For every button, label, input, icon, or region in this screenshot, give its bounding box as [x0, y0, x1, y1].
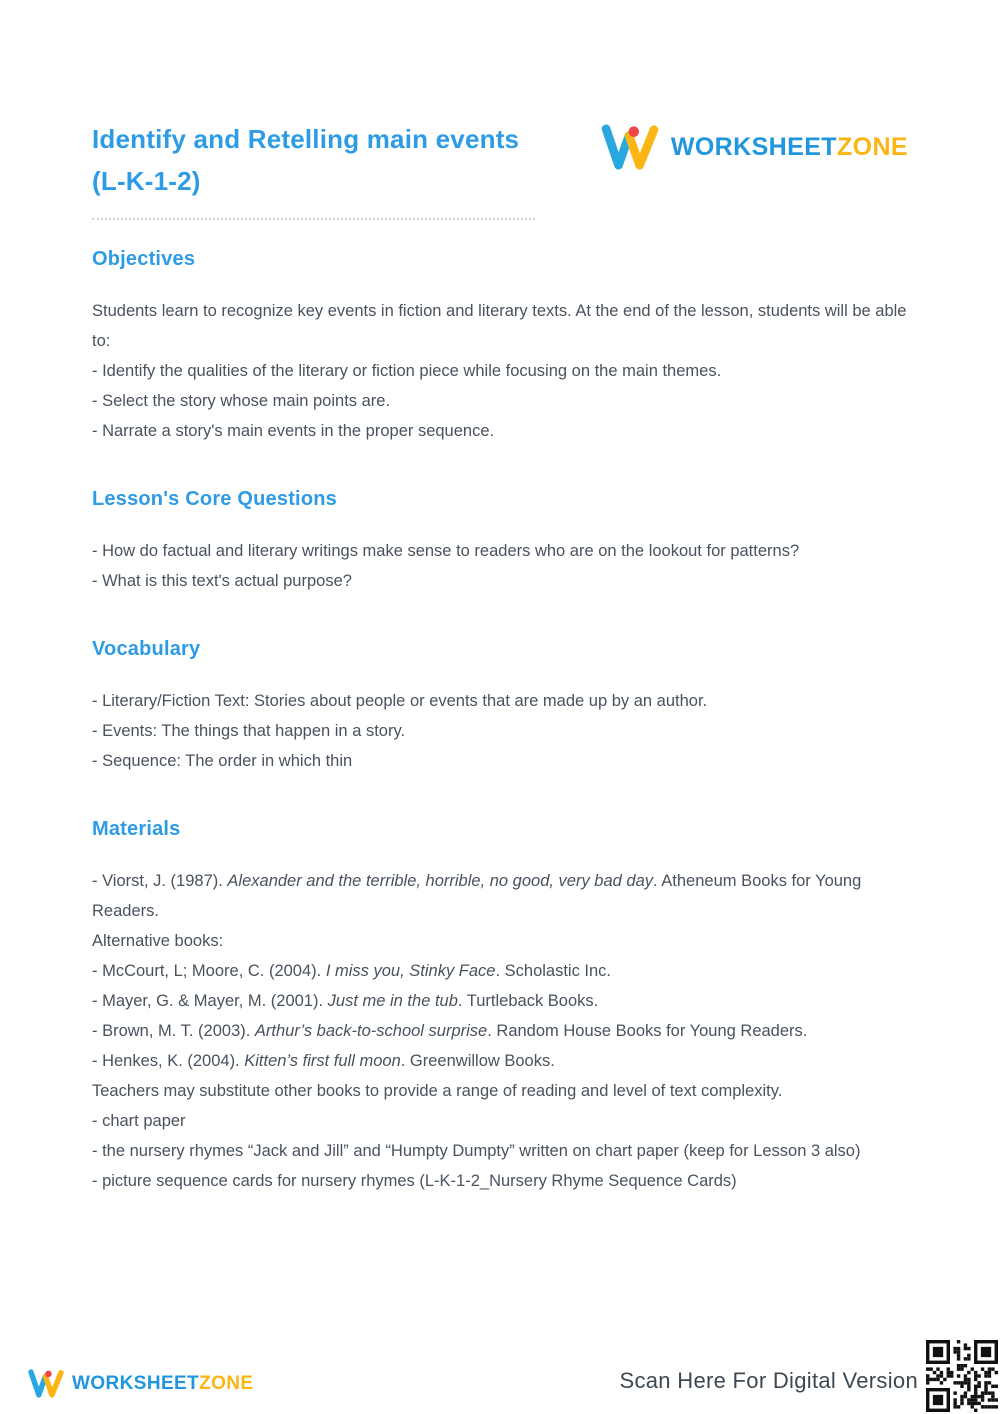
- logo-word-main: WORKSHEET: [670, 132, 837, 161]
- page-header: [92, 118, 908, 220]
- text-line: - Mayer, G. & Mayer, M. (2001). Just me in the tub. Turtleback Books.: [92, 992, 599, 1010]
- logo-word-main-footer: WORKSHEET: [72, 1372, 200, 1394]
- logo-word-accent-footer: ZONE: [199, 1372, 254, 1394]
- text-line: - What is this text's actual purpose?: [92, 572, 352, 590]
- section-heading: Lesson's Core Questions: [92, 488, 337, 510]
- scan-here-text: Scan Here For Digital Version: [619, 1368, 918, 1393]
- sections: [92, 248, 908, 1196]
- worksheetzone-wordmark-footer: [72, 1373, 254, 1395]
- page-title-line2: (L-K-1-2): [92, 166, 201, 196]
- text-line: - chart paper: [92, 1112, 186, 1130]
- worksheetzone-logo: [601, 124, 908, 170]
- page-title: [92, 118, 535, 202]
- text-line: - McCourt, L; Moore, C. (2004). I miss you, Stinky Face. Scholastic Inc.: [92, 962, 612, 980]
- text-line: - Select the story whose main points are.: [92, 392, 391, 410]
- section-heading: Objectives: [92, 248, 196, 270]
- text-line: - Identify the qualities of the literary or fiction piece while focusing on the main themes.: [92, 362, 722, 380]
- section-materials: [92, 818, 908, 1196]
- section-heading: Materials: [92, 818, 181, 840]
- qr-code: [926, 1340, 998, 1412]
- text-line: Alternative books:: [92, 932, 224, 950]
- text-line: - How do factual and literary writings make sense to readers who are on the lookout for patterns?: [92, 542, 800, 560]
- text-line: Students learn to recognize key events in fiction and literary texts. At the end of the lesson, students will be able to:: [92, 302, 907, 350]
- worksheetzone-logo-icon: [601, 124, 659, 170]
- text-line: - Sequence: The order in which thin: [92, 752, 353, 770]
- page-title-line1: Identify and Retelling main events: [92, 124, 520, 154]
- text-line: - Henkes, K. (2004). Kitten’s first full moon. Greenwillow Books.: [92, 1052, 555, 1070]
- text-line: - Viorst, J. (1987). Alexander and the terrible, horrible, no good, very bad day. Atheneum Books for Young Readers.: [92, 872, 862, 920]
- text-line: - Narrate a story's main events in the proper sequence.: [92, 422, 495, 440]
- title-block: [92, 118, 535, 220]
- logo-word-accent: ZONE: [836, 132, 908, 161]
- text-line: - picture sequence cards for nursery rhymes (L-K-1-2_Nursery Rhyme Sequence Cards): [92, 1172, 737, 1190]
- section-core-questions: [92, 488, 908, 596]
- worksheetzone-logo-footer-icon: [28, 1369, 64, 1398]
- section-vocabulary: [92, 638, 908, 776]
- text-line: - the nursery rhymes “Jack and Jill” and “Humpty Dumpty” written on chart paper (keep for Lesson 3 also): [92, 1142, 861, 1160]
- section-heading: Vocabulary: [92, 638, 201, 660]
- text-line: - Brown, M. T. (2003). Arthur’s back-to-school surprise. Random House Books for Young Readers.: [92, 1022, 808, 1040]
- text-line: Teachers may substitute other books to provide a range of reading and level of text complexity.: [92, 1082, 783, 1100]
- text-line: - Literary/Fiction Text: Stories about people or events that are made up by an author.: [92, 692, 708, 710]
- text-line: - Events: The things that happen in a story.: [92, 722, 406, 740]
- worksheetzone-wordmark: [671, 133, 908, 162]
- worksheetzone-logo-footer: [28, 1369, 254, 1398]
- section-objectives: [92, 248, 908, 446]
